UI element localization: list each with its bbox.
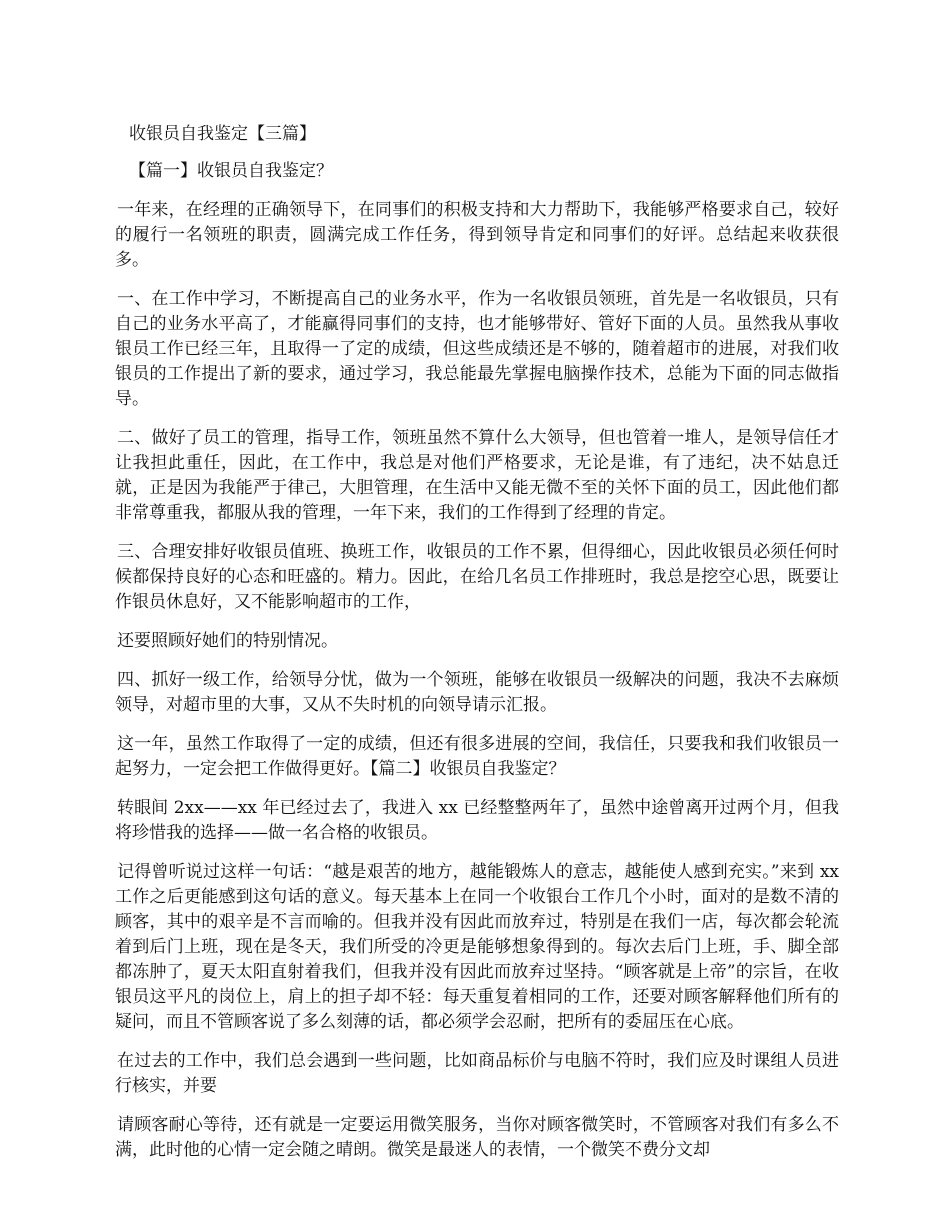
paragraph: 记得曾听说过这样一句话：“越是艰苦的地方，越能锻炼人的意志，越能使人感到充实。”来到 xx 工作之后更能感到这句话的意义。每天基本上在同一个收银台工作几个小时，面对的是数不清的顾客，其中的艰辛是不言而喻的。但我并没有因此而放弃过，特别是在我们一店，每次都会轮流着到后门上班，现在是冬天，我们所受的冷更是能够想象得到的。每次去后门上班，手、脚全部都冻肿了，夏天太阳直射着我们，但我并没有因此而放弃过坚持。“顾客就是上帝”的宗旨，在收银员这平凡的岗位上，肩上的担子却不轻：每天重复着相同的工作，还要对顾客解释他们所有的疑问，而且不管顾客说了多么刻薄的话，都必须学会忍耐，把所有的委屈压在心底。 xyxy=(115,862,839,1032)
paragraph: 二、做好了员工的管理，指导工作，领班虽然不算什么大领导，但也管着一堆人，是领导信任才让我担此重任，因此，在工作中，我总是对他们严格要求，无论是谁，有了违纪，决不姑息迁就，正是因为我能严于律己，大胆管理，在生活中又能无微不至的关怀下面的员工，因此他们都非常尊重我，都服从我的管理，一年下来，我们的工作得到了经理的肯定。 xyxy=(115,428,839,523)
document-title: 收银员自我鉴定【三篇】 xyxy=(129,124,316,144)
paragraph: 一年来，在经理的正确领导下，在同事们的积极支持和大力帮助下，我能够严格要求自己，较好的履行一名领班的职责，圆满完成工作任务，得到领导肯定和同事们的好评。总结起来收获很多。 xyxy=(115,200,839,270)
section-heading: 【篇一】收银员自我鉴定？ xyxy=(129,161,333,181)
paragraph: 这一年，虽然工作取得了一定的成绩，但还有很多进展的空间，我信任，只要我和我们收银员一起努力，一定会把工作做得更好。【篇二】收银员自我鉴定？ xyxy=(115,734,839,779)
paragraph: 三、合理安排好收银员值班、换班工作，收银员的工作不累，但得细心，因此收银员必须任何时候都保持良好的心态和旺盛的。精力。因此，在给几名员工作排班时，我总是挖空心思，既要让作银员休息好，又不能影响超市的工作， xyxy=(115,542,839,612)
paragraph: 一、在工作中学习，不断提高自己的业务水平，作为一名收银员领班，首先是一名收银员，只有自己的业务水平高了，才能赢得同事们的支持，也才能够带好、管好下面的人员。虽然我从事收银员工作已经三年，且取得一了定的成绩，但这些成绩还是不够的，随着超市的进展，对我们收银员的工作提出了新的要求，通过学习，我总能最先掌握电脑操作技术，总能为下面的同志做指导。 xyxy=(115,289,839,409)
paragraph: 转眼间 2xx——xx 年已经过去了，我进入 xx 已经整整两年了，虽然中途曾离开过两个月，但我将珍惜我的选择——做一名合格的收银员。 xyxy=(115,798,839,843)
paragraph: 四、抓好一级工作，给领导分忧，做为一个领班，能够在收银员一级解决的问题，我决不去麻烦领导，对超市里的大事，又从不失时机的向领导请示汇报。 xyxy=(115,670,839,715)
paragraph: 请顾客耐心等待，还有就是一定要运用微笑服务，当你对顾客微笑时，不管顾客对我们有多么不满，此时他的心情一定会随之晴朗。微笑是最迷人的表情，一个微笑不费分文却 xyxy=(115,1115,839,1160)
document-body xyxy=(115,122,839,1177)
paragraph: 在过去的工作中，我们总会遇到一些问题，比如商品标价与电脑不符时，我们应及时课组人员进行核实，并要 xyxy=(115,1051,839,1096)
paragraph: 还要照顾好她们的特别情况。 xyxy=(117,631,338,651)
